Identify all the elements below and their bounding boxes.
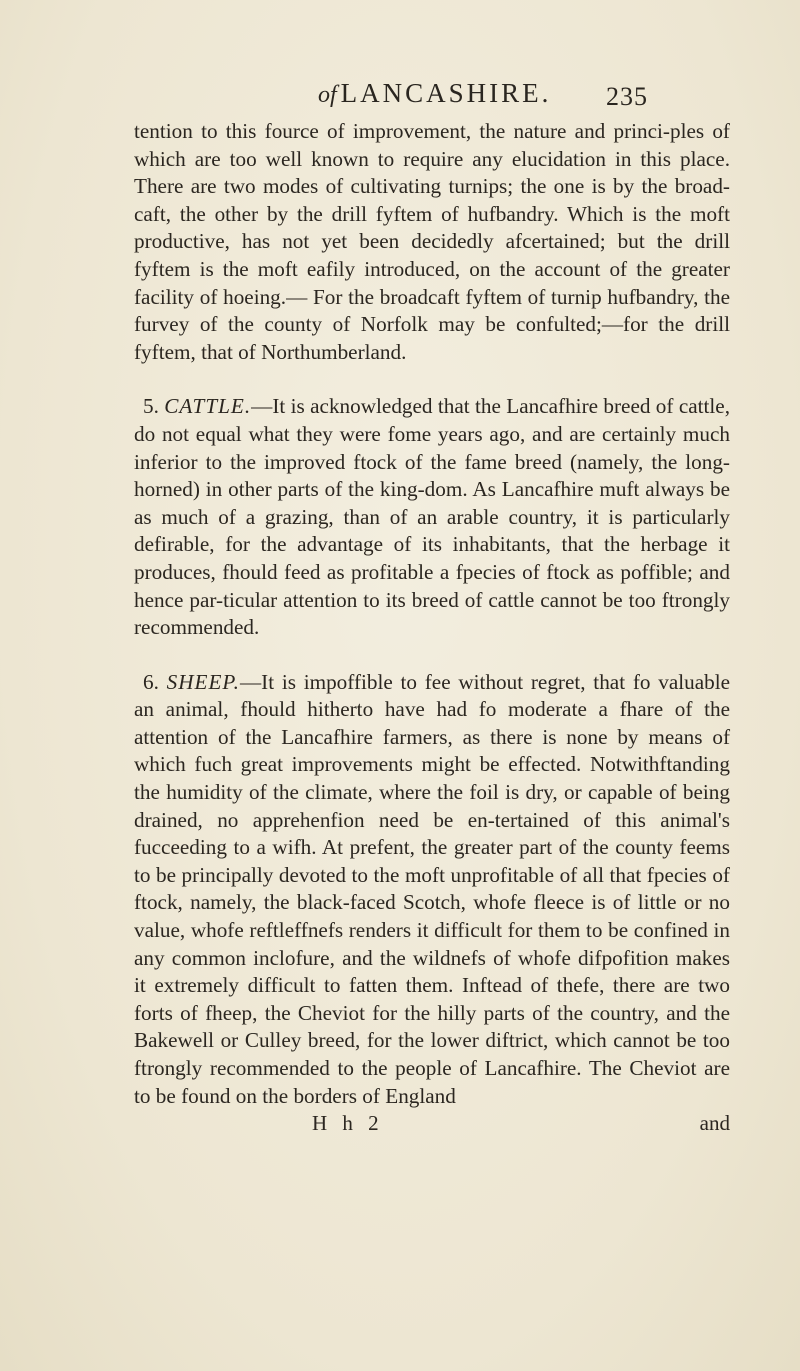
paragraph-cattle	[134, 393, 730, 641]
paragraph-sheep	[134, 669, 730, 1111]
running-head-title: LANCASHIRE.	[340, 78, 552, 108]
page-number: 235	[606, 82, 648, 111]
section-number: 6.	[143, 669, 159, 694]
paragraph-text: tention to this fource of improvement, the nature and princi-ples of which are too well known to require any elucidation in this place. There are two modes of cultivating turnips; the one is by the broad-caft, the other by the drill fyftem of hufbandry. Which is the moft productive, has not yet been decidedly afcertained; but the drill fyftem is the moft eafily introduced, on the account of the greater facility of hoeing.— For the broadcaft fyftem of turnip hufbandry, the furvey of the county of Norfolk may be confulted;—for the drill fyftem, that of Northumberland.	[134, 119, 730, 364]
running-head	[318, 78, 551, 108]
section-title: SHEEP.	[166, 669, 240, 694]
page-footer	[134, 1110, 730, 1138]
paragraph-turnips	[134, 118, 730, 366]
running-head-prefix: of	[318, 82, 337, 108]
body-text	[134, 118, 730, 1138]
catchword: and	[699, 1111, 730, 1136]
page-header	[318, 78, 648, 109]
signature-mark: H h 2	[312, 1111, 384, 1136]
paragraph-text: —It is acknowledged that the Lancafhire breed of cattle, do not equal what they were fome years ago, and are certainly much inferior to the improved ftock of the fame breed (namely, the long-horned) in other parts of the king-dom. As Lancafhire muft always be as much of a grazing, than of an arable country, it is particularly defirable, for the advantage of its inhabitants, that the herbage it produces, fhould feed as profitable a fpecies of ftock as poffible; and hence par-ticular attention to its breed of cattle cannot be too ftrongly recommended.	[134, 394, 730, 640]
paragraph-text: —It is impoffible to fee without regret, that fo valuable an animal, fhould hitherto have had fo moderate a fhare of the attention of the Lancafhire farmers, as there is none by means of which fuch great improvements might be effected. Notwithftanding the humidity of the climate, where the foil is dry, or capable of being drained, no apprehenfion need be en-tertained of this animal's fucceeding to a wifh. At prefent, the greater part of the county feems to be principally devoted to the moft unprofitable of all that fpecies of ftock, namely, the black-faced Scotch, whofe fleece is of little or no value, whofe reftleffnefs renders it difficult for them to be confined in any common inclofure, and the wildnefs of whofe difpofition makes it extremely difficult to fatten them. Inftead of thefe, there are two forts of fheep, the Cheviot for the hilly parts of the country, and the Bakewell or Culley breed, for the lower diftrict, which cannot be too ftrongly recommended to the people of Lancafhire. The Cheviot are to be found on the borders of England	[134, 669, 731, 1108]
section-title: CATTLE.	[164, 394, 252, 419]
section-number: 5.	[143, 394, 159, 419]
